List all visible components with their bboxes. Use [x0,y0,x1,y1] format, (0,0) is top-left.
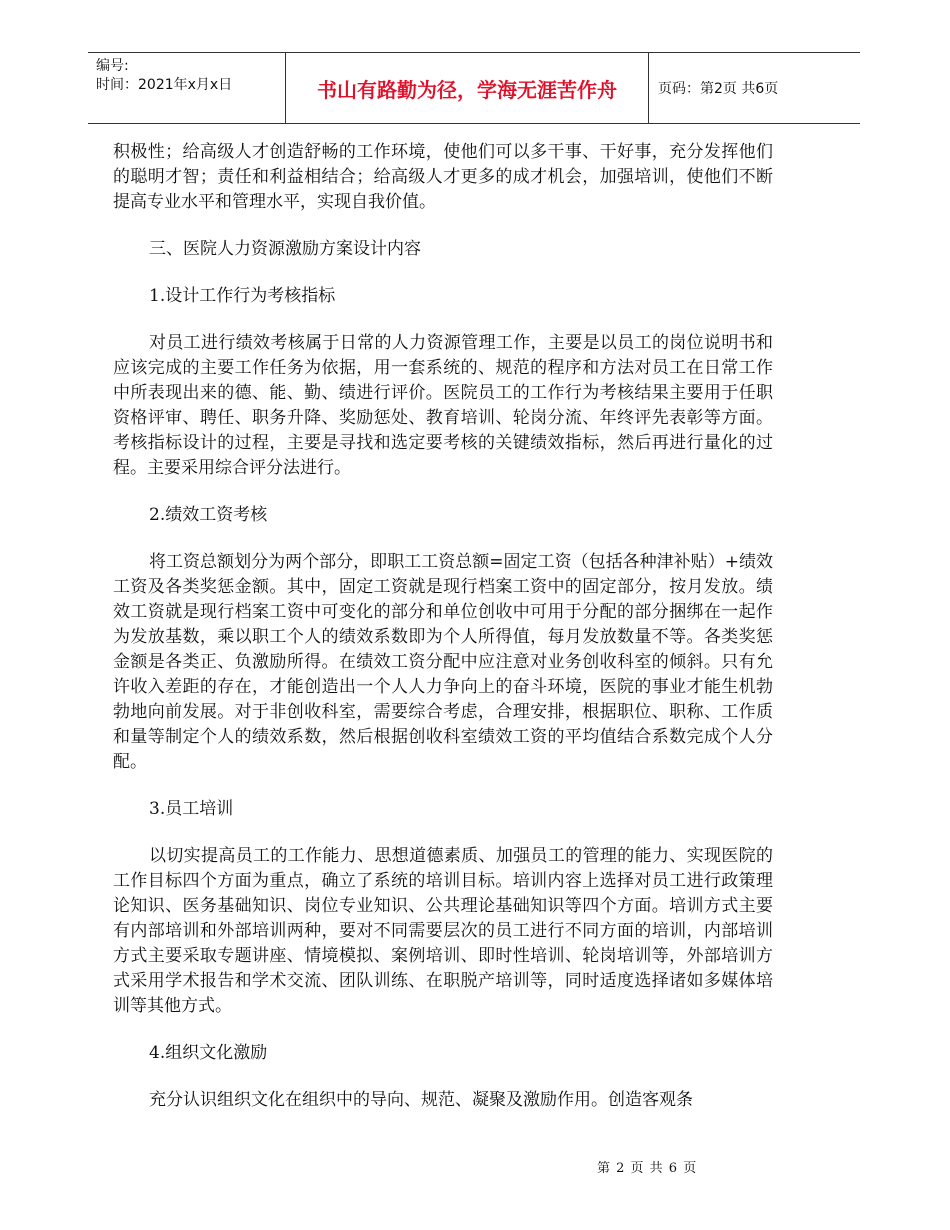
subsection-heading-3: 3.员工培训 [149,799,234,819]
paragraph-intro-continuation: 积极性；给高级人才创造舒畅的工作环境，使他们可以多干事、干好事，充分发挥他们的聪明才智；责任和利益相结合；给高级人才更多的成才机会，加强培训，使他们不断提高专业水平和管理水平，实现自我价值。 [113,142,773,212]
page-header [88,52,860,124]
section-title: 三、医院人力资源激励方案设计内容 [149,239,421,259]
header-motto: 书山有路勤为径，学海无涯苦作舟 [285,53,649,123]
subsection-heading-4: 4.组织文化激励 [149,1043,268,1063]
page-footer: 第 2 页 共 6 页 [597,1161,698,1176]
subsection-heading-2: 2.绩效工资考核 [149,505,268,525]
subsection-heading-1: 1.设计工作行为考核指标 [149,286,336,306]
paragraph-1: 对员工进行绩效考核属于日常的人力资源管理工作，主要是以员工的岗位说明书和应该完成的主要工作任务为依据，用一套系统的、规范的程序和方法对员工在日常工作中所表现出来的德、能、勤、绩进行评价。医院员工的工作行为考核结果主要用于任职资格评审、聘任、职务升降、奖励惩处、教育培训、轮岗分流、年终评先表彰等方面。考核指标设计的过程，主要是寻找和选定要考核的关键绩效指标，然后再进行量化的过程。主要采用综合评分法进行。 [113,333,773,478]
paragraph-4: 充分认识组织文化在组织中的导向、规范、凝聚及激励作用。创造客观条 [149,1090,693,1110]
header-meta [96,57,286,95]
paragraph-3: 以切实提高员工的工作能力、思想道德素质、加强员工的管理的能力、实现医院的工作目标四个方面为重点，确立了系统的培训目标。培训内容上选择对员工进行政策理论知识、医务基础知识、岗位专业知识、公共理论基础知识等四个方面。培训方式主要有内部培训和外部培训两种，要对不同需要层次的员工进行不同方面的培训，内部培训方式主要采取专题讲座、情境模拟、案例培训、即时性培训、轮岗培训等，外部培训方式采用学术报告和学术交流、团队训练、在职脱产培训等，同时适度选择诸如多媒体培训等其他方式。 [113,846,773,1016]
document-number-label: 编号: [96,58,129,74]
paragraph-2: 将工资总额划分为两个部分，即职工工资总额=固定工资（包括各种津补贴）+绩效工资及各类奖惩金额。其中，固定工资就是现行档案工资中的固定部分，按月发放。绩效工资就是现行档案工资中可变化的部分和单位创收中可用于分配的部分捆绑在一起作为发放基数，乘以职工个人的绩效系数即为个人所得值，每月发放数量不等。各类奖惩金额是各类正、负激励所得。在绩效工资分配中应注意对业务创收科室的倾斜。只有允许收入差距的存在，才能创造出一个人人力争向上的奋斗环境，医院的事业才能生机勃勃地向前发展。对于非创收科室，需要综合考虑，合理安排，根据职位、职称、工作质和量等制定个人的绩效系数，然后根据创收科室绩效工资的平均值结合系数完成个人分配。 [113,552,773,772]
document-time-label: 时间：2021年x月x日 [96,77,233,93]
header-page-info: 页码：第2页 共6页 [658,81,779,97]
document-body [113,140,773,1113]
